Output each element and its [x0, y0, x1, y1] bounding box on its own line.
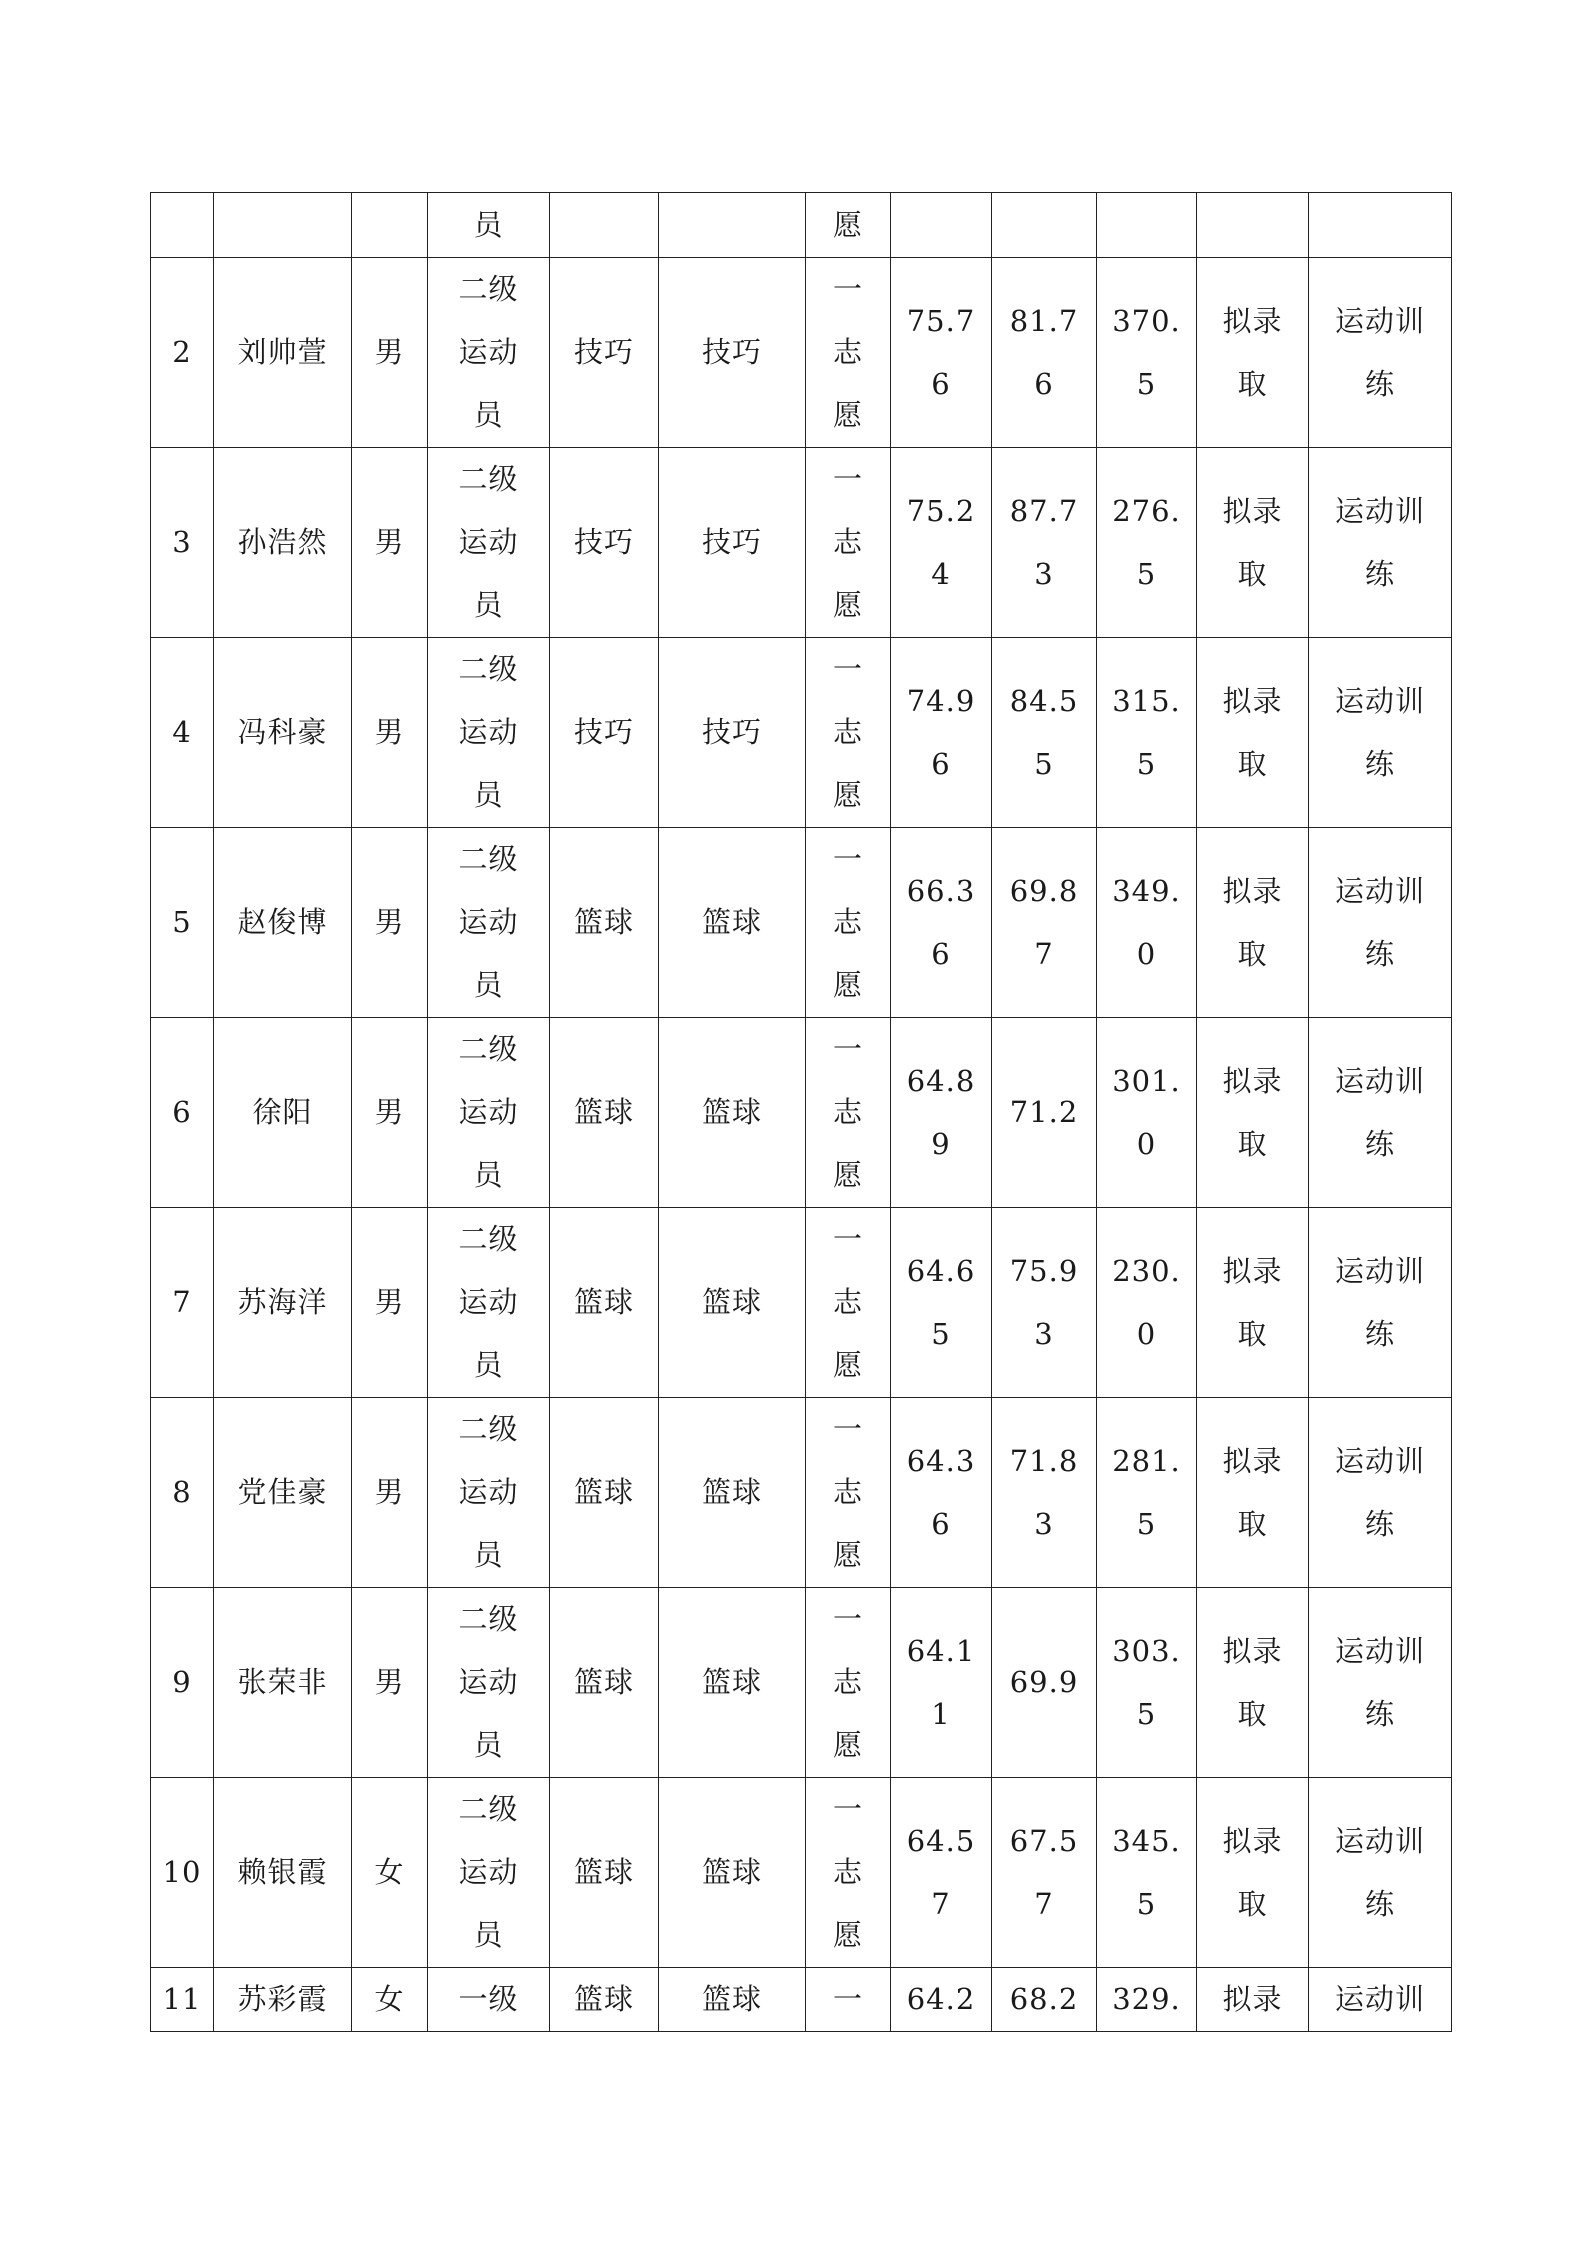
cell-major: [1309, 193, 1452, 258]
cell-score-a: 74.9 6: [891, 638, 992, 828]
cell-name: 冯科豪: [214, 638, 352, 828]
cell-score-a: 64.5 7: [891, 1778, 992, 1968]
table-row: [151, 1588, 1452, 1778]
cell-score-c: 230. 0: [1097, 1208, 1197, 1398]
cell-serial-number: 6: [151, 1018, 214, 1208]
cell-serial-number: 10: [151, 1778, 214, 1968]
cell-name: 赵俊博: [214, 828, 352, 1018]
cell-serial-number: 9: [151, 1588, 214, 1778]
cell-serial-number: 11: [151, 1968, 214, 2032]
cell-test-item: 篮球: [659, 1018, 806, 1208]
cell-admission-status: [1197, 193, 1309, 258]
cell-gender: 男: [352, 258, 428, 448]
cell-major: 运动训 练: [1309, 448, 1452, 638]
cell-score-c: 281. 5: [1097, 1398, 1197, 1588]
cell-score-a: 64.6 5: [891, 1208, 992, 1398]
cell-score-b: 84.5 5: [992, 638, 1097, 828]
cell-score-a: 64.3 6: [891, 1398, 992, 1588]
cell-name: 刘帅萱: [214, 258, 352, 448]
cell-gender: 男: [352, 448, 428, 638]
cell-admission-status: 拟录 取: [1197, 1588, 1309, 1778]
cell-score-c: [1097, 193, 1197, 258]
cell-preference: 一 志 愿: [806, 1208, 891, 1398]
cell-major: 运动训 练: [1309, 1018, 1452, 1208]
cell-admission-status: 拟录 取: [1197, 1398, 1309, 1588]
cell-serial-number: 8: [151, 1398, 214, 1588]
cell-preference: 一 志 愿: [806, 1588, 891, 1778]
cell-gender: 男: [352, 1018, 428, 1208]
cell-specialty: 篮球: [550, 1588, 659, 1778]
cell-score-a: 64.8 9: [891, 1018, 992, 1208]
cell-major: 运动训 练: [1309, 1208, 1452, 1398]
cell-gender: [352, 193, 428, 258]
cell-score-c: 276. 5: [1097, 448, 1197, 638]
cell-score-a: [891, 193, 992, 258]
cell-test-item: 篮球: [659, 1398, 806, 1588]
cell-preference: 一 志 愿: [806, 448, 891, 638]
cell-score-a: 64.1 1: [891, 1588, 992, 1778]
cell-preference: 一 志 愿: [806, 638, 891, 828]
cell-score-a: 66.3 6: [891, 828, 992, 1018]
cell-preference: 一 志 愿: [806, 1778, 891, 1968]
table-row: [151, 258, 1452, 448]
cell-test-item: 篮球: [659, 1588, 806, 1778]
cell-name: 苏彩霞: [214, 1968, 352, 2032]
cell-admission-status: 拟录: [1197, 1968, 1309, 2032]
cell-test-item: 篮球: [659, 1968, 806, 2032]
cell-specialty: 篮球: [550, 828, 659, 1018]
cell-major: 运动训 练: [1309, 258, 1452, 448]
cell-preference: 一 志 愿: [806, 828, 891, 1018]
cell-admission-status: 拟录 取: [1197, 1778, 1309, 1968]
cell-admission-status: 拟录 取: [1197, 1208, 1309, 1398]
cell-preference: 愿: [806, 193, 891, 258]
cell-specialty: 篮球: [550, 1208, 659, 1398]
cell-gender: 男: [352, 828, 428, 1018]
cell-name: 赖银霞: [214, 1778, 352, 1968]
cell-specialty: [550, 193, 659, 258]
cell-major: 运动训 练: [1309, 1588, 1452, 1778]
cell-admission-status: 拟录 取: [1197, 638, 1309, 828]
cell-serial-number: 4: [151, 638, 214, 828]
cell-athlete-level: 二级 运动 员: [428, 1208, 550, 1398]
cell-score-b: 75.9 3: [992, 1208, 1097, 1398]
cell-test-item: 技巧: [659, 258, 806, 448]
cell-specialty: 技巧: [550, 448, 659, 638]
table-body: [151, 193, 1452, 2032]
cell-athlete-level: 二级 运动 员: [428, 1398, 550, 1588]
cell-score-b: 69.8 7: [992, 828, 1097, 1018]
cell-athlete-level: 二级 运动 员: [428, 1588, 550, 1778]
cell-score-b: 71.8 3: [992, 1398, 1097, 1588]
cell-specialty: 技巧: [550, 258, 659, 448]
cell-name: 苏海洋: [214, 1208, 352, 1398]
cell-athlete-level: 二级 运动 员: [428, 258, 550, 448]
table-row: [151, 1398, 1452, 1588]
cell-score-a: 64.2: [891, 1968, 992, 2032]
cell-test-item: 篮球: [659, 1778, 806, 1968]
cell-specialty: 篮球: [550, 1968, 659, 2032]
cell-athlete-level: 二级 运动 员: [428, 638, 550, 828]
cell-name: [214, 193, 352, 258]
cell-serial-number: 2: [151, 258, 214, 448]
cell-serial-number: 5: [151, 828, 214, 1018]
cell-admission-status: 拟录 取: [1197, 448, 1309, 638]
cell-gender: 男: [352, 1398, 428, 1588]
table-row: [151, 448, 1452, 638]
cell-score-b: 68.2: [992, 1968, 1097, 2032]
cell-athlete-level: 二级 运动 员: [428, 448, 550, 638]
cell-score-b: 71.2: [992, 1018, 1097, 1208]
cell-score-b: 69.9: [992, 1588, 1097, 1778]
cell-athlete-level: 二级 运动 员: [428, 1778, 550, 1968]
cell-serial-number: 3: [151, 448, 214, 638]
cell-score-c: 345. 5: [1097, 1778, 1197, 1968]
table-row: [151, 1208, 1452, 1398]
cell-name: 孙浩然: [214, 448, 352, 638]
table-row: [151, 1018, 1452, 1208]
cell-score-b: 81.7 6: [992, 258, 1097, 448]
cell-score-c: 370. 5: [1097, 258, 1197, 448]
cell-name: 徐阳: [214, 1018, 352, 1208]
cell-serial-number: 7: [151, 1208, 214, 1398]
cell-major: 运动训 练: [1309, 1398, 1452, 1588]
cell-test-item: 篮球: [659, 828, 806, 1018]
cell-athlete-level: 一级: [428, 1968, 550, 2032]
cell-name: 党佳豪: [214, 1398, 352, 1588]
cell-test-item: 技巧: [659, 638, 806, 828]
cell-preference: 一 志 愿: [806, 1018, 891, 1208]
cell-major: 运动训 练: [1309, 638, 1452, 828]
cell-test-item: 技巧: [659, 448, 806, 638]
cell-score-b: 87.7 3: [992, 448, 1097, 638]
cell-gender: 女: [352, 1968, 428, 2032]
cell-major: 运动训 练: [1309, 1778, 1452, 1968]
cell-admission-status: 拟录 取: [1197, 1018, 1309, 1208]
cell-score-b: 67.5 7: [992, 1778, 1097, 1968]
cell-score-c: 301. 0: [1097, 1018, 1197, 1208]
cell-specialty: 篮球: [550, 1398, 659, 1588]
cell-specialty: 篮球: [550, 1018, 659, 1208]
cell-gender: 女: [352, 1778, 428, 1968]
cell-gender: 男: [352, 1588, 428, 1778]
cell-score-a: 75.7 6: [891, 258, 992, 448]
cell-score-c: 303. 5: [1097, 1588, 1197, 1778]
cell-test-item: 篮球: [659, 1208, 806, 1398]
cell-specialty: 篮球: [550, 1778, 659, 1968]
cell-athlete-level: 二级 运动 员: [428, 828, 550, 1018]
table-row: [151, 828, 1452, 1018]
table-row: [151, 1778, 1452, 1968]
cell-serial-number: [151, 193, 214, 258]
table-row: [151, 193, 1452, 258]
cell-gender: 男: [352, 638, 428, 828]
table-row: [151, 638, 1452, 828]
cell-test-item: [659, 193, 806, 258]
cell-score-c: 315. 5: [1097, 638, 1197, 828]
cell-major: 运动训 练: [1309, 828, 1452, 1018]
cell-score-c: 349. 0: [1097, 828, 1197, 1018]
admission-results-table: [150, 192, 1452, 2032]
cell-score-b: [992, 193, 1097, 258]
table-row: [151, 1968, 1452, 2032]
cell-specialty: 技巧: [550, 638, 659, 828]
cell-gender: 男: [352, 1208, 428, 1398]
cell-score-a: 75.2 4: [891, 448, 992, 638]
cell-athlete-level: 二级 运动 员: [428, 1018, 550, 1208]
cell-admission-status: 拟录 取: [1197, 258, 1309, 448]
cell-score-c: 329.: [1097, 1968, 1197, 2032]
cell-athlete-level: 员: [428, 193, 550, 258]
cell-preference: 一 志 愿: [806, 1398, 891, 1588]
cell-major: 运动训: [1309, 1968, 1452, 2032]
cell-name: 张荣非: [214, 1588, 352, 1778]
cell-preference: 一: [806, 1968, 891, 2032]
cell-admission-status: 拟录 取: [1197, 828, 1309, 1018]
cell-preference: 一 志 愿: [806, 258, 891, 448]
